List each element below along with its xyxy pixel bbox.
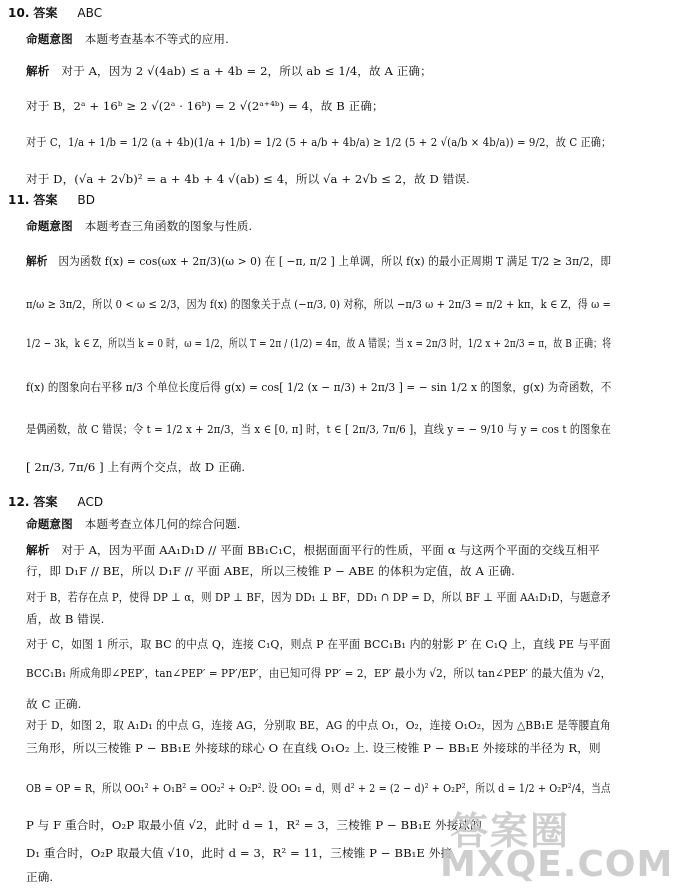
q12-intent	[26, 517, 241, 532]
q12-line-2: 行，即 D₁F // BE，所以 D₁F // 平面 ABE，所以三棱锥 P − ABE 的体积为定值，故 A 正确.	[26, 564, 515, 578]
q10-line-3: 对于 C，1/a + 1/b = 1/2 (a + 4b)(1/a + 1/b) = 1/2 (5 + a/b + 4b/a) ≥ 1/2 (5 + 2 √(a/b × 4b/a)) = 9/2，故 C 正确；	[26, 135, 612, 149]
q10-header	[8, 6, 102, 21]
q10-intent	[26, 32, 229, 47]
watermark-line-2: MXQE.COM	[440, 844, 673, 885]
q12-line-13: 正确.	[26, 870, 54, 884]
q11-number: 11.	[8, 193, 30, 207]
q11-intent	[26, 219, 252, 234]
watermark-line-1: 答案圈	[450, 809, 571, 853]
q10-line-4: 对于 D，(√a + 2√b)² = a + 4b + 4 √(ab) ≤ 4，所以 √a + 2√b ≤ 2，故 D 错误.	[26, 172, 470, 186]
q12-line-11: P 与 F 重合时，O₂P 取最小值 √2，此时 d = 1，R² = 3，三棱锥 P − BB₁E 外接球的	[26, 818, 482, 832]
q12-line-3: 对于 B，若存在点 P，使得 DP ⊥ α，则 DP ⊥ BF，因为 DD₁ ⊥ BF，DD₁ ∩ DP = D，所以 BF ⊥ 平面 AA₁D₁D，与题意矛	[26, 590, 611, 604]
q12-answer-label: 答案	[33, 495, 58, 509]
q12-line-5: 对于 C，如图 1 所示，取 BC 的中点 Q，连接 C₁Q，则点 P 在平面 BCC₁B₁ 内的射影 P′ 在 C₁Q 上，直线 PE 与平面	[26, 637, 611, 651]
q11-analysis-label: 解析	[26, 254, 48, 268]
q12-answer: ACD	[77, 495, 104, 509]
q12-line-4: 盾，故 B 错误.	[26, 612, 105, 626]
q11-intent-label: 命题意图	[26, 219, 73, 233]
q10-answer-label: 答案	[33, 6, 58, 20]
q10-intent-text: 本题考查基本不等式的应用.	[84, 32, 229, 46]
q11-answer: BD	[77, 193, 96, 207]
q12-line-6: BCC₁B₁ 所成角即∠PEP′，tan∠PEP′ = PP′/EP′，由已知可得 PP′ = 2，EP′ 最小为 √2，所以 tan∠PEP′ 的最大值为 √2，	[26, 666, 612, 680]
q10-line-1: 对于 A，因为 2 √(4ab) ≤ a + 4b = 2，所以 ab ≤ 1/4，故 A 正确；	[61, 64, 432, 78]
q12-line-7: 故 C 正确.	[26, 697, 82, 711]
q12-line-8: 对于 D，如图 2，取 A₁D₁ 的中点 G，连接 AG，分别取 BE，AG 的中点 O₁，O₂，连接 O₁O₂，因为 △BB₁E 是等腰直角	[26, 718, 611, 732]
q10-number: 10.	[8, 6, 30, 20]
q11-line-3: 1/2 − 3k，k ∈ Z，所以当 k = 0 时，ω = 1/2，所以 T = 2π / (1/2) = 4π，故 A 错误；当 x = 2π/3 时，1/2 x + 2π/3 = π，故 B 正确；将	[26, 336, 612, 350]
q12-line-1: 对于 A，因为平面 AA₁D₁D // 平面 BB₁C₁C，根据面面平行的性质，平面 α 与这两个平面的交线互相平	[61, 543, 600, 557]
q11-line-1: 因为函数 f(x) = cos(ωx + 2π/3)(ω > 0) 在 [ −π, π/2 ] 上单调，所以 f(x) 的最小正周期 T 满足 T/2 ≥ 3π/2，即	[58, 254, 612, 268]
q12-line-10: OB = OP = R，所以 OO₁² + O₁B² = OO₂² + O₂P². 设 OO₁ = d，则 d² + 2 = (2 − d)² + O₂P²，所以 d = 1/2 + O₂P²/4，当点	[26, 781, 611, 795]
q10-intent-label: 命题意图	[26, 32, 73, 46]
q10-line-2: 对于 B，2ᵃ + 16ᵇ ≥ 2 √(2ᵃ · 16ᵇ) = 2 √(2ᵃ⁺⁴ᵇ) = 4，故 B 正确；	[26, 99, 384, 113]
q12-header	[8, 495, 103, 510]
q12-line-9: 三角形，所以三棱锥 P − BB₁E 外接球的球心 O 在直线 O₁O₂ 上. 设三棱锥 P − BB₁E 外接球的半径为 R，则	[26, 741, 601, 755]
q10-analysis-label: 解析	[26, 64, 50, 78]
q12-intent-text: 本题考查立体几何的综合问题.	[84, 517, 241, 531]
q11-line-4: f(x) 的图象向右平移 π/3 个单位长度后得 g(x) = cos[ 1/2 (x − π/3) + 2π/3 ] = − sin 1/2 x 的图象，g(x) 为奇函数，不	[26, 380, 612, 394]
q11-line-6: [ 2π/3, 7π/6 ] 上有两个交点，故 D 正确.	[26, 460, 246, 474]
q10-answer: ABC	[77, 6, 103, 20]
q11-answer-label: 答案	[33, 193, 58, 207]
q12-line-12: D₁ 重合时，O₂P 取最大值 √10，此时 d = 3，R² = 11，三棱锥 P − BB₁E 外接	[26, 846, 453, 860]
q12-number: 12.	[8, 495, 30, 509]
q12-analysis-line	[26, 543, 600, 558]
q10-analysis-line	[26, 64, 432, 79]
q11-line-2: π/ω ≥ 3π/2，所以 0 < ω ≤ 2/3，因为 f(x) 的图象关于点 (−π/3, 0) 对称，所以 −π/3 ω + 2π/3 = π/2 + kπ，k ∈ Z，得 ω =	[26, 297, 611, 311]
q11-analysis-line	[26, 254, 611, 269]
q11-intent-text: 本题考查三角函数的图象与性质.	[84, 219, 253, 233]
q12-analysis-label: 解析	[26, 543, 50, 557]
q12-intent-label: 命题意图	[26, 517, 73, 531]
q11-header	[8, 193, 95, 208]
site-watermark	[430, 800, 673, 892]
q11-line-5: 是偶函数，故 C 错误；令 t = 1/2 x + 2π/3，当 x ∈ [0, π] 时，t ∈ [ 2π/3, 7π/6 ]，直线 y = − 9/10 与 y = cos t 的图象在	[26, 422, 611, 436]
